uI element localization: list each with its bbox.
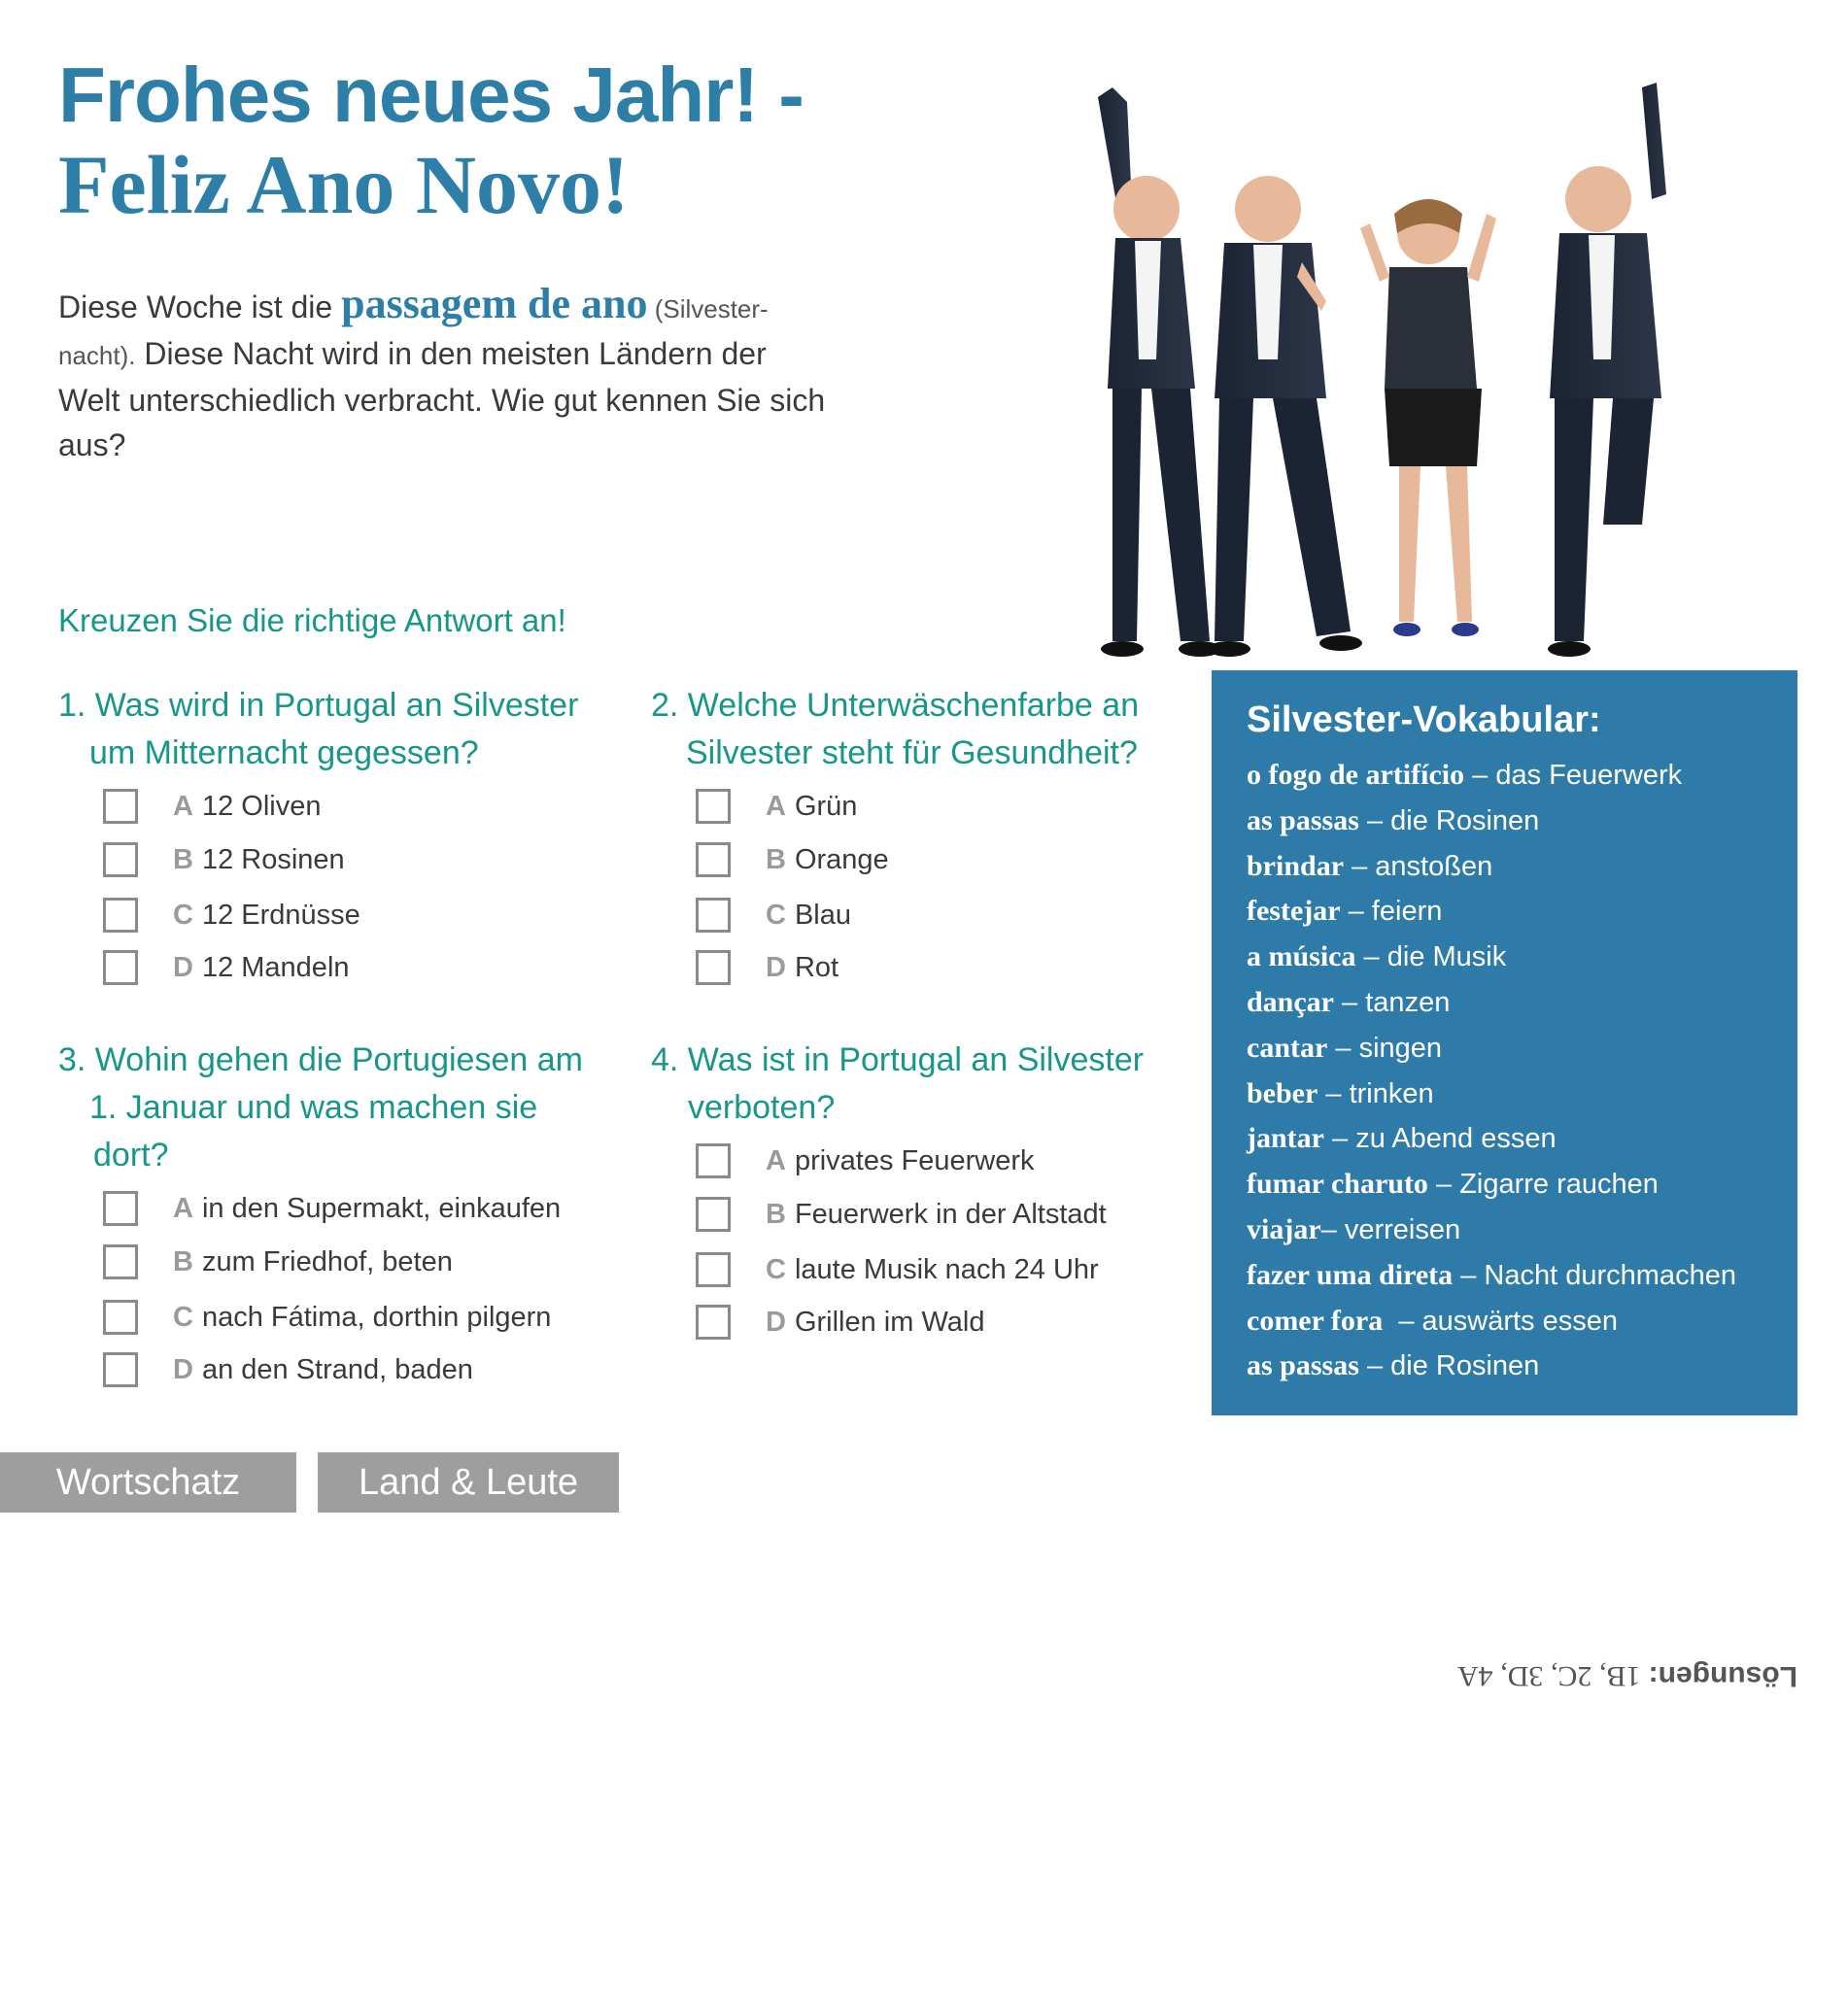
vocab-separator: – (1464, 760, 1496, 791)
option-text: Orange (794, 843, 889, 875)
vocab-german: Nacht durchmachen (1484, 1259, 1736, 1291)
option-text: privates Feuerwerk (794, 1144, 1035, 1176)
option-1d[interactable] (103, 948, 350, 987)
option-2a[interactable] (696, 787, 857, 826)
vocab-item (1247, 980, 1736, 1026)
option-letter: C (173, 899, 193, 931)
vocab-item (1247, 1026, 1736, 1072)
option-text: Blau (794, 899, 851, 931)
option-text: Grillen im Wald (794, 1306, 985, 1338)
vocab-separator: – (1327, 1032, 1359, 1064)
vocab-item (1247, 1344, 1736, 1389)
celebration-photo (1059, 68, 1720, 661)
option-letter: A (173, 1192, 193, 1224)
question-4-line-2: verboten? (688, 1089, 836, 1126)
checkbox[interactable] (103, 1300, 138, 1335)
tab-land-leute[interactable]: Land & Leute (318, 1452, 619, 1513)
option-text: nach Fátima, dorthin pilgern (201, 1301, 552, 1333)
solution-label: Lösungen: (1648, 1660, 1797, 1692)
title-line-1: Frohes neues Jahr! - (58, 51, 804, 138)
vocab-item (1247, 844, 1736, 890)
vocab-item (1247, 1162, 1736, 1208)
vocab-separator: – (1358, 1350, 1391, 1382)
option-letter: B (766, 1198, 786, 1230)
option-2d[interactable] (696, 948, 838, 987)
checkbox[interactable] (696, 842, 731, 877)
vocab-item (1247, 753, 1736, 799)
checkbox[interactable] (696, 789, 731, 824)
question-4-line-1: 4. Was ist in Portugal an Silvester (651, 1041, 1145, 1078)
option-4b[interactable] (696, 1195, 1107, 1234)
vocab-german: zu Abend essen (1355, 1123, 1557, 1155)
vocab-item (1247, 935, 1736, 980)
vocab-separator: – (1427, 1169, 1460, 1201)
option-1b[interactable] (103, 840, 345, 879)
option-1c[interactable] (103, 896, 360, 935)
option-text: in den Supermakt, einkaufen (201, 1192, 562, 1224)
question-1-line-2: um Mitternacht gegessen? (89, 734, 479, 771)
question-2 (651, 682, 1195, 777)
vocab-german: singen (1358, 1032, 1443, 1064)
vocab-portuguese: viajar (1247, 1212, 1321, 1245)
option-letter: D (173, 1353, 193, 1385)
vocab-german: verreisen (1344, 1213, 1461, 1245)
option-text: 12 Oliven (201, 790, 322, 822)
option-letter: B (173, 843, 193, 875)
option-2c[interactable] (696, 896, 851, 935)
vocabulary-box (1212, 670, 1797, 1415)
checkbox[interactable] (103, 1352, 138, 1387)
question-1-line-1: 1. Was wird in Portugal an Silvester (58, 687, 579, 724)
vocab-portuguese: beber (1247, 1076, 1318, 1109)
vocab-portuguese: comer fora (1247, 1304, 1384, 1337)
vocab-separator: – (1318, 1077, 1350, 1109)
checkbox[interactable] (696, 1305, 731, 1340)
option-4a[interactable] (696, 1141, 1035, 1180)
vocab-item (1247, 1072, 1736, 1117)
vocab-german: die Rosinen (1390, 804, 1540, 836)
vocab-german: auswärts essen (1421, 1305, 1619, 1337)
vocab-separator: – (1320, 1213, 1345, 1245)
option-letter: C (766, 1253, 786, 1285)
vocabulary-list (1247, 753, 1736, 1389)
vocab-item (1247, 1253, 1736, 1299)
option-letter: A (173, 790, 193, 822)
vocab-portuguese: as passas (1247, 803, 1359, 836)
vocab-separator: – (1383, 1305, 1422, 1337)
checkbox[interactable] (696, 898, 731, 933)
question-2-line-1: 2. Welche Unterwäschenfarbe an (651, 687, 1140, 724)
option-letter: D (173, 951, 193, 983)
vocab-german: trinken (1349, 1077, 1434, 1109)
tab-wortschatz[interactable]: Wortschatz (0, 1452, 296, 1513)
checkbox[interactable] (103, 842, 138, 877)
vocab-item (1247, 889, 1736, 935)
option-letter: B (766, 843, 786, 875)
vocab-item (1247, 799, 1736, 844)
vocab-separator: – (1453, 1259, 1485, 1291)
vocab-portuguese: cantar (1247, 1031, 1328, 1064)
option-3d[interactable] (103, 1350, 473, 1389)
option-letter: D (766, 1306, 786, 1338)
intro-paragraph (58, 282, 826, 467)
vocab-portuguese: fumar charuto (1247, 1168, 1428, 1201)
vocab-german: die Musik (1386, 941, 1507, 973)
vocab-german: feiern (1371, 896, 1443, 928)
option-1a[interactable] (103, 787, 321, 826)
question-2-line-2: Silvester steht für Gesundheit? (686, 734, 1138, 771)
vocab-separator: – (1334, 986, 1366, 1018)
vocab-item (1247, 1208, 1736, 1253)
checkbox[interactable] (103, 1244, 138, 1279)
option-2b[interactable] (696, 840, 889, 879)
solution-answers: 1B, 2C, 3D, 4A (1456, 1660, 1641, 1692)
option-3a[interactable] (103, 1189, 561, 1228)
vocab-item (1247, 1299, 1736, 1344)
vocab-portuguese: as passas (1247, 1349, 1359, 1382)
vocab-german: anstoßen (1375, 850, 1493, 882)
option-text: 12 Mandeln (201, 951, 350, 983)
vocab-portuguese: jantar (1247, 1122, 1324, 1155)
intro-after: Diese Nacht wird in den meisten Ländern der Welt unterschiedlich verbracht. Wie gut kennen Sie sich aus? (58, 336, 826, 462)
question-3-line-2: 1. Januar und was machen sie (89, 1089, 538, 1126)
checkbox[interactable] (696, 1252, 731, 1287)
vocab-german: die Rosinen (1390, 1350, 1540, 1382)
option-letter: A (766, 790, 786, 822)
option-text: Rot (794, 951, 839, 983)
option-text: Feuerwerk in der Altstadt (794, 1198, 1107, 1230)
option-text: an den Strand, baden (201, 1353, 473, 1385)
checkbox[interactable] (103, 898, 138, 933)
vocab-german: das Feuerwerk (1495, 760, 1683, 791)
option-letter: C (173, 1301, 193, 1333)
question-3-line-1: 3. Wohin gehen die Portugiesen am (58, 1041, 583, 1078)
vocab-german: tanzen (1365, 986, 1451, 1018)
vocab-separator: – (1323, 1123, 1356, 1155)
intro-gloss: (Silvester-nacht). (58, 294, 769, 370)
option-text: 12 Rosinen (201, 843, 345, 875)
vocab-separator: – (1344, 850, 1376, 882)
option-4d[interactable] (696, 1303, 984, 1342)
vocab-item (1247, 1116, 1736, 1162)
title-line-2: Feliz Ano Novo! (58, 138, 630, 231)
vocab-separator: – (1340, 896, 1372, 928)
option-letter: A (766, 1144, 786, 1176)
option-letter: B (173, 1245, 193, 1277)
vocab-portuguese: a música (1247, 940, 1356, 973)
checkbox[interactable] (103, 1191, 138, 1226)
checkbox[interactable] (103, 789, 138, 824)
vocab-portuguese: brindar (1247, 849, 1345, 882)
vocab-portuguese: dançar (1247, 985, 1334, 1018)
person-1 (1098, 87, 1221, 657)
option-3c[interactable] (103, 1298, 551, 1337)
vocab-portuguese: o fogo de artifício (1247, 759, 1465, 791)
option-text: zum Friedhof, beten (201, 1245, 453, 1277)
checkbox[interactable] (696, 950, 731, 985)
intro-before: Diese Woche ist die (58, 289, 342, 324)
checkbox[interactable] (696, 1143, 731, 1178)
vocab-separator: – (1358, 804, 1391, 836)
vocab-portuguese: festejar (1247, 895, 1341, 928)
person-4 (1548, 83, 1666, 657)
question-4 (651, 1037, 1195, 1132)
question-3 (58, 1037, 641, 1179)
option-text: Grün (794, 790, 858, 822)
checkbox[interactable] (103, 950, 138, 985)
vocabulary-title: Silvester-Vokabular: (1247, 699, 1601, 740)
question-3-line-3: dort? (93, 1137, 169, 1174)
solutions-upside-down (1448, 1651, 1797, 1700)
person-3 (1360, 199, 1496, 636)
vocab-portuguese: fazer uma direta (1247, 1258, 1454, 1291)
checkbox[interactable] (696, 1197, 731, 1232)
option-letter: C (766, 899, 786, 931)
intro-highlight: passagem de ano (341, 280, 648, 327)
option-letter: D (766, 951, 786, 983)
option-3b[interactable] (103, 1242, 453, 1281)
option-text: laute Musik nach 24 Uhr (794, 1253, 1099, 1285)
option-text: 12 Erdnüsse (201, 899, 360, 931)
vocab-separator: – (1355, 941, 1387, 973)
question-1 (58, 682, 641, 777)
vocab-german: Zigarre rauchen (1459, 1169, 1659, 1201)
option-4c[interactable] (696, 1250, 1099, 1289)
instruction: Kreuzen Sie die richtige Antwort an! (58, 602, 566, 638)
person-2 (1208, 176, 1362, 657)
